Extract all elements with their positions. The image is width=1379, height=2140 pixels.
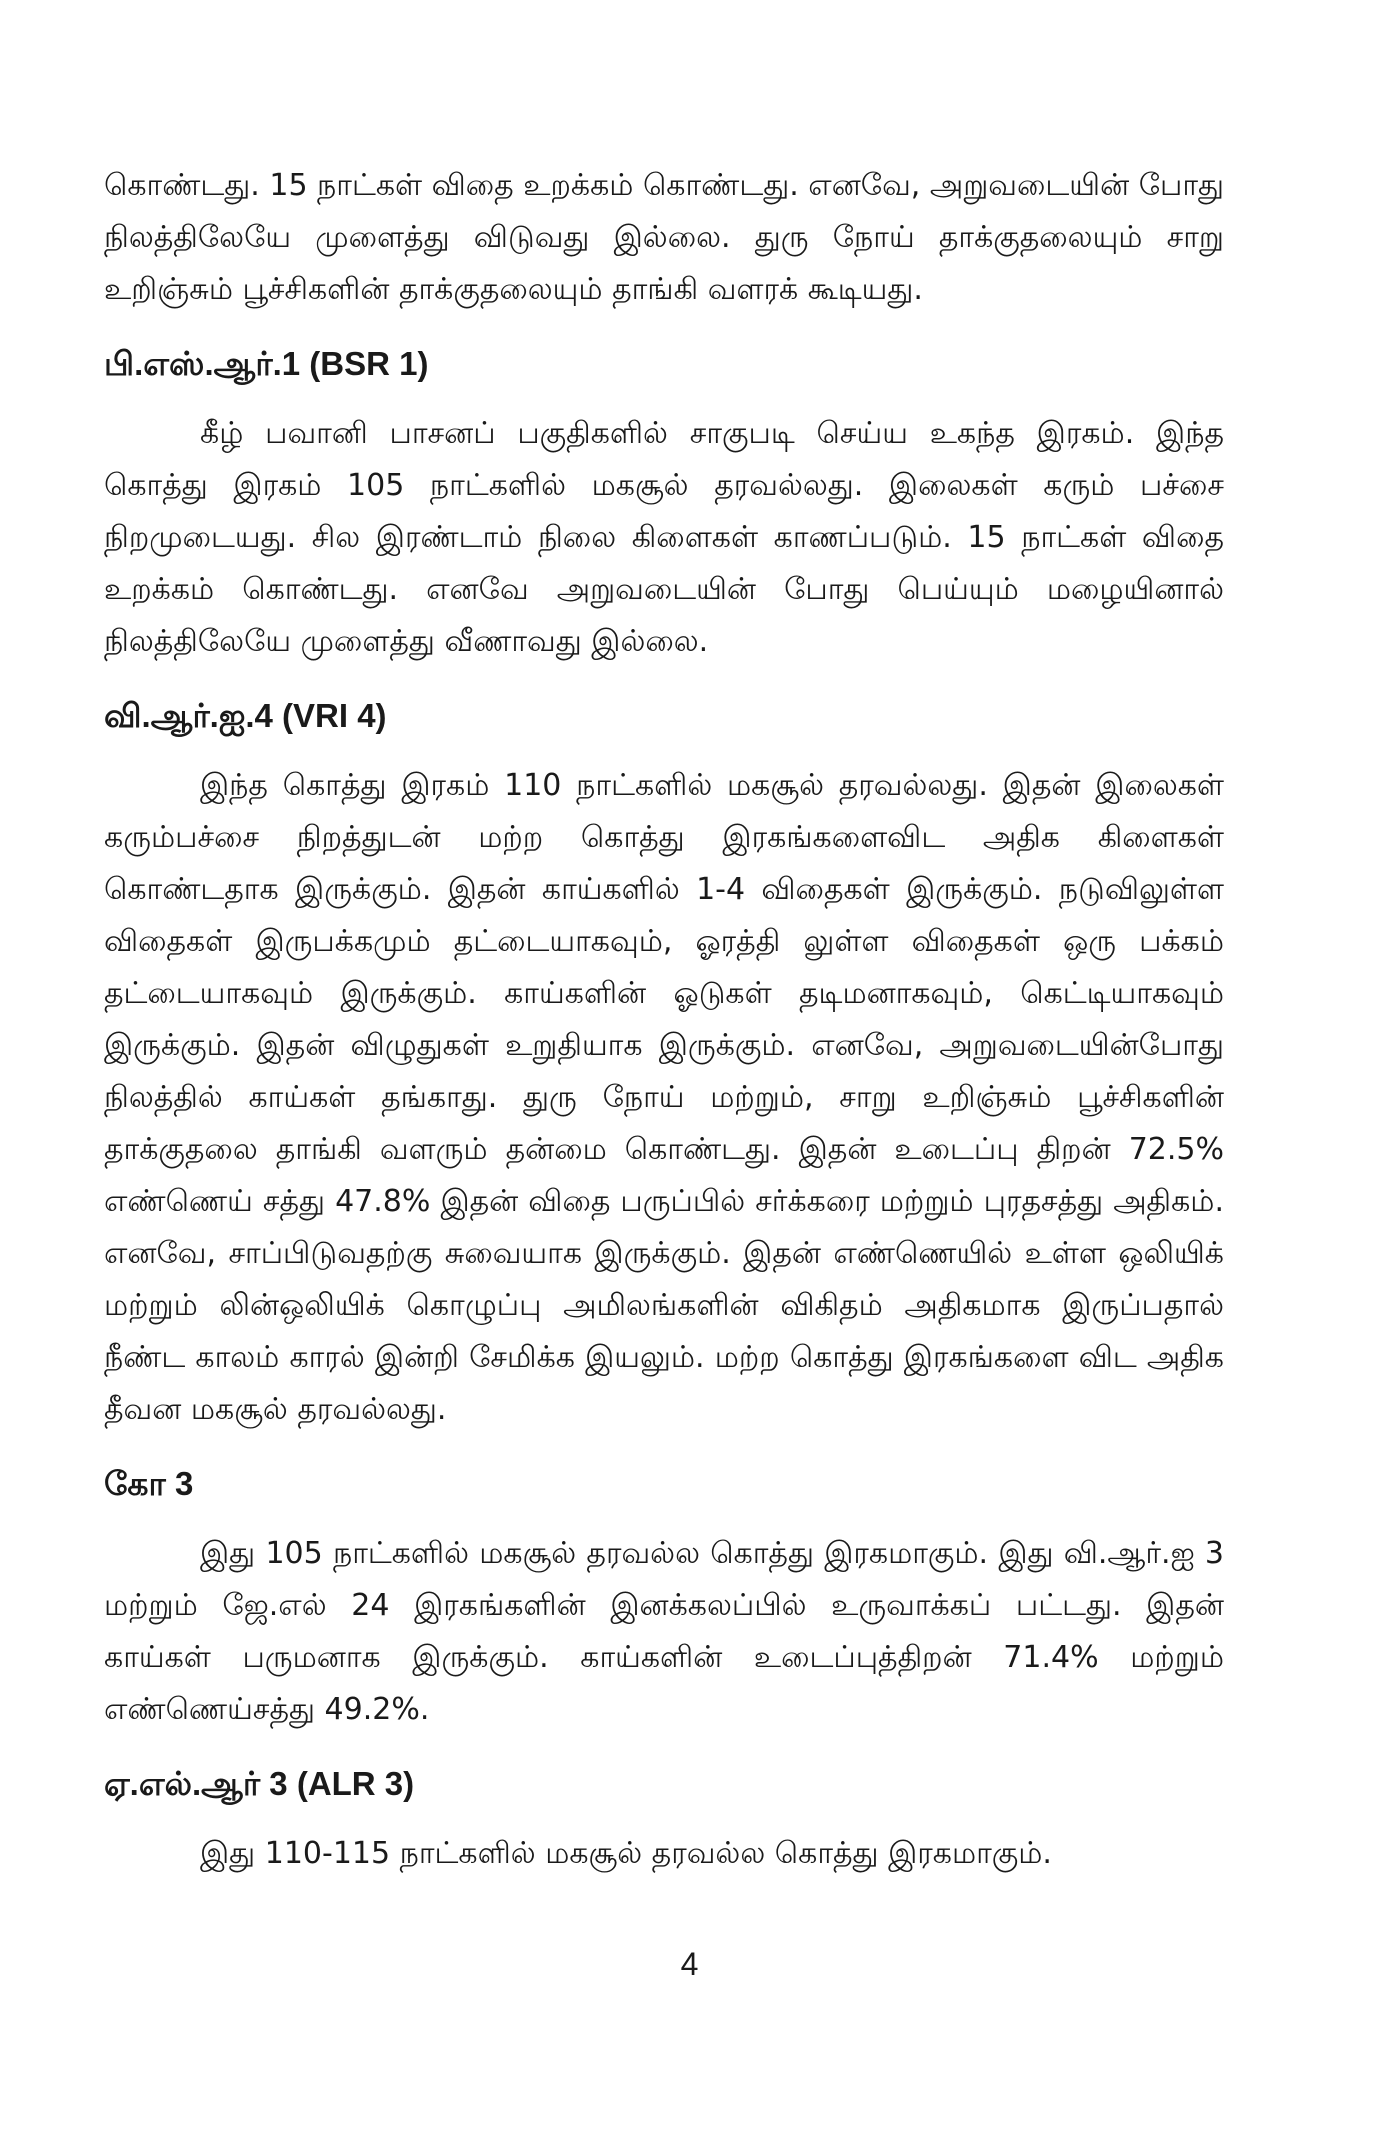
section-heading-alr3: ஏ.எல்.ஆர் 3 (ALR 3) — [104, 1765, 415, 1802]
section-heading-bsr1: பி.எஸ்.ஆர்.1 (BSR 1) — [104, 345, 429, 382]
section-body-vri4: இந்த கொத்து இரகம் 110 நாட்களில் மகசூல் தரவல்லது. இதன் இலைகள் கரும்பச்சை நிறத்துடன் மற்ற கொத்து இரகங்களைவிட அதிக கிளைகள் கொண்டதாக இருக்கும். இதன் காய்களில் 1-4 விதைகள் இருக்கும். நடுவிலுள்ள விதைகள் இருபக்கமும் தட்டையாகவும், ஓரத்தி லுள்ள விதைகள் ஒரு பக்கம் தட்டையாகவும் இருக்கும். காய்களின் ஓடுகள் தடிமனாகவும், கெட்டியாகவும் இருக்கும். இதன் விழுதுகள் உறுதியாக இருக்கும். எனவே, அறுவடையின்போது நிலத்தில் காய்கள் தங்காது. துரு நோய் மற்றும், சாறு உறிஞ்சும் பூச்சிகளின் தாக்குதலை தாங்கி வளரும் தன்மை கொண்டது. இதன் உடைப்பு திறன் 72.5% எண்ணெய் சத்து 47.8% இதன் விதை பருப்பில் சர்க்கரை மற்றும் புரதசத்து அதிகம். எனவே, சாப்பிடுவதற்கு சுவையாக இருக்கும். இதன் எண்ணெயில் உள்ள ஒலியிக் மற்றும் லின்ஒலியிக் கொழுப்பு அமிலங்களின் விகிதம் அதிகமாக இருப்பதால் நீண்ட காலம் காரல் இன்றி சேமிக்க இயலும். மற்ற கொத்து இரகங்களை விட அதிக தீவன மகசூல் தரவல்லது. — [104, 768, 1224, 1427]
intro-paragraph: கொண்டது. 15 நாட்கள் விதை உறக்கம் கொண்டது. எனவே, அறுவடையின் போது நிலத்திலேயே முளைத்து விடுவது இல்லை. துரு நோய் தாக்குதலையும் சாறு உறிஞ்சும் பூச்சிகளின் தாக்குதலையும் தாங்கி வளரக் கூடியது. — [104, 168, 1225, 307]
section-body-bsr1: கீழ் பவானி பாசனப் பகுதிகளில் சாகுபடி செய்ய உகந்த இரகம். இந்த கொத்து இரகம் 105 நாட்களில் மகசூல் தரவல்லது. இலைகள் கரும் பச்சை நிறமுடையது. சில இரண்டாம் நிலை கிளைகள் காணப்படும். 15 நாட்கள் விதை உறக்கம் கொண்டது. எனவே அறுவடையின் போது பெய்யும் மழையினால் நிலத்திலேயே முளைத்து வீணாவது இல்லை. — [104, 416, 1224, 659]
section-heading-vri4: வி.ஆர்.ஐ.4 (VRI 4) — [104, 697, 387, 734]
document-page — [104, 160, 1224, 1880]
page-number: 4 — [680, 1946, 699, 1982]
section-body-alr3: இது 110-115 நாட்களில் மகசூல் தரவல்ல கொத்து இரகமாகும். — [200, 1836, 1052, 1871]
section-heading-co3: கோ 3 — [104, 1465, 194, 1502]
section-body-co3: இது 105 நாட்களில் மகசூல் தரவல்ல கொத்து இரகமாகும். இது வி.ஆர்.ஐ 3 மற்றும் ஜே.எல் 24 இரகங்களின் இனக்கலப்பில் உருவாக்கப் பட்டது. இதன் காய்கள் பருமனாக இருக்கும். காய்களின் உடைப்புத்திறன் 71.4% மற்றும் எண்ணெய்சத்து 49.2%. — [104, 1536, 1224, 1727]
